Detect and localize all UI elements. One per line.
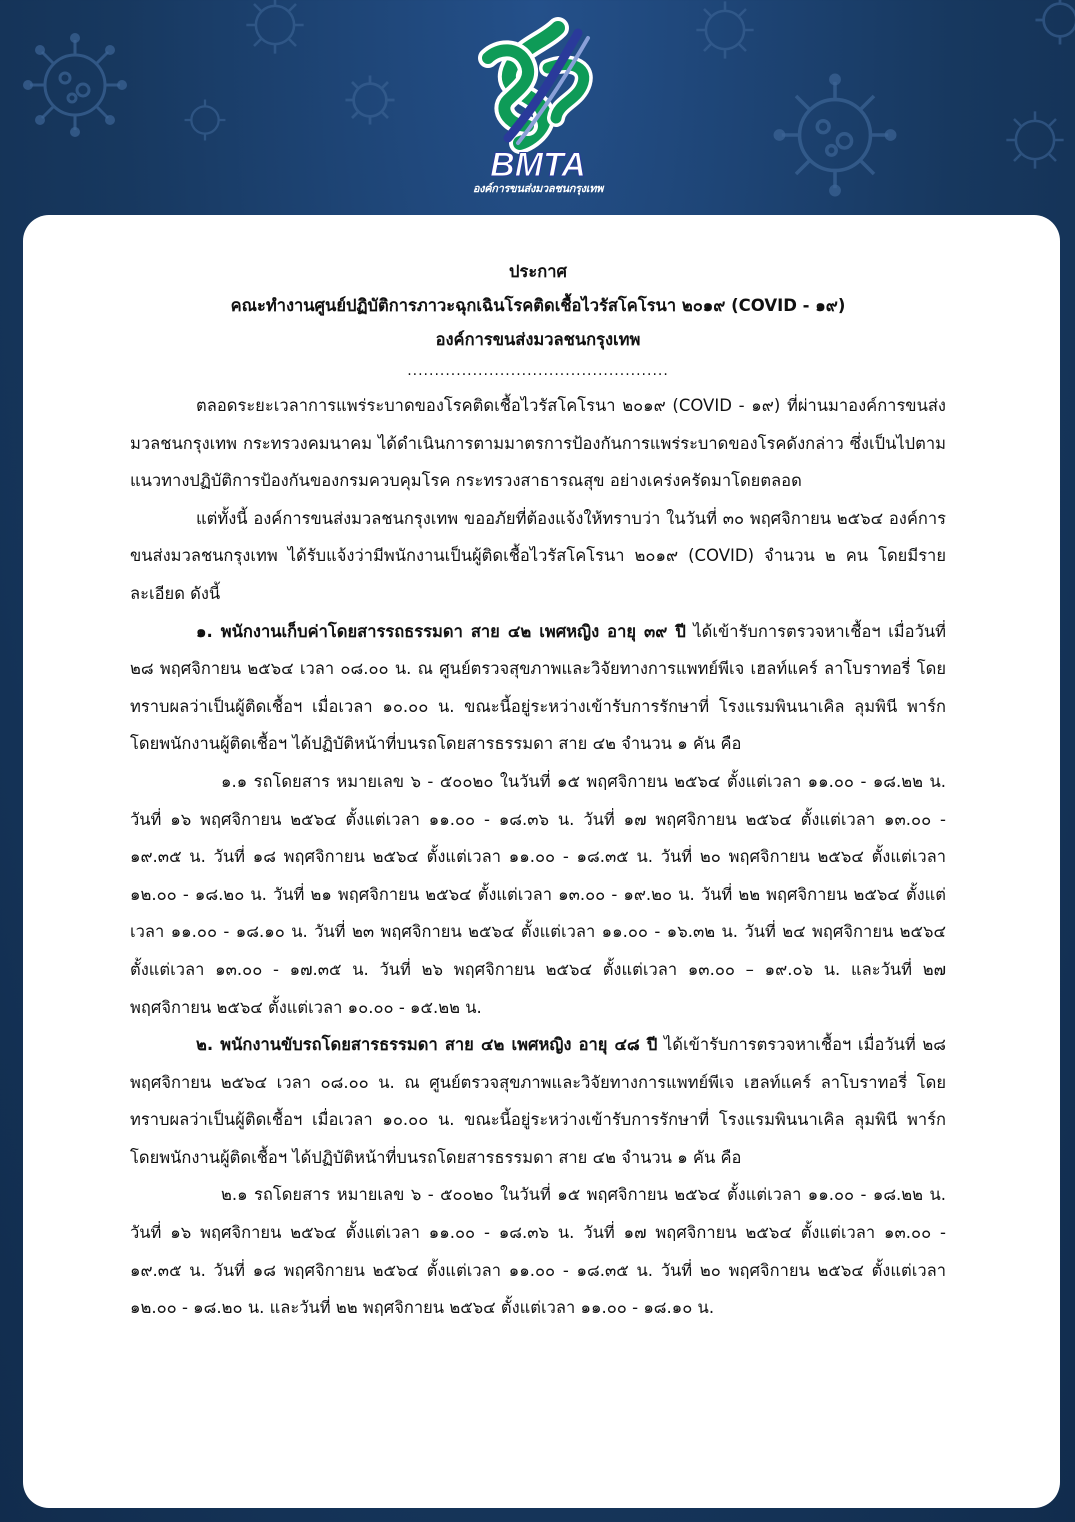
logo-subtitle: องค์การขนส่งมวลชนกรุงเทพ [472,183,604,195]
virus-icon [770,70,900,200]
virus-icon [340,70,400,130]
virus-icon [20,30,130,140]
virus-icon [690,0,760,65]
paragraph-1: ตลอดระยะเวลาการแพร่ระบาดของโรคติดเชื้อไวรัสโคโรนา ๒๐๑๙ (COVID - ๑๙) ที่ผ่านมาองค์การขนส่งมวลชนกรุงเทพ กระทรวงคมนาคม ได้ดำเนินการตามมาตรการป้องกันการแพร่ระบาดของโรคดังกล่าว ซึ่งเป็นไปตามแนวทางปฏิบัติการป้องกันของกรมควบคุมโรค กระทรวงสาธารณสุข อย่างเคร่งครัดมาโดยตลอด [130,396,946,491]
header-banner [0,0,1075,215]
item-1-1: ๑.๑ รถโดยสาร หมายเลข ๖ - ๕๐๐๒๐ ในวันที่ ๑๕ พฤศจิกายน ๒๕๖๔ ตั้งแต่เวลา ๑๑.๐๐ - ๑๘.๒๒ น. วันที่ ๑๖ พฤศจิกายน ๒๕๖๔ ตั้งแต่เวลา ๑๑.๐๐ - ๑๘.๓๖ น. วันที่ ๑๗ พฤศจิกายน ๒๕๖๔ ตั้งแต่เวลา ๑๓.๐๐ - ๑๙.๓๕ น. วันที่ ๑๘ พฤศจิกายน ๒๕๖๔ ตั้งแต่เวลา ๑๑.๐๐ - ๑๘.๓๕ น. วันที่ ๒๐ พฤศจิกายน ๒๕๖๔ ตั้งแต่เวลา ๑๒.๐๐ - ๑๘.๒๐ น. วันที่ ๒๑ พฤศจิกายน ๒๕๖๔ ตั้งแต่เวลา ๑๓.๐๐ - ๑๙.๒๐ น. วันที่ ๒๒ พฤศจิกายน ๒๕๖๔ ตั้งแต่เวลา ๑๑.๐๐ - ๑๘.๑๐ น. วันที่ ๒๓ พฤศจิกายน ๒๕๖๔ ตั้งแต่เวลา ๑๑.๐๐ - ๑๖.๓๒ น. วันที่ ๒๔ พฤศจิกายน ๒๕๖๔ ตั้งแต่เวลา ๑๓.๐๐ - ๑๗.๓๕ น. วันที่ ๒๖ พฤศจิกายน ๒๕๖๔ ตั้งแต่เวลา ๑๓.๐๐ – ๑๙.๐๖ น. และวันที่ ๒๗ พฤศจิกายน ๒๕๖๔ ตั้งแต่เวลา ๑๐.๐๐ - ๑๕.๒๒ น. [130,771,946,1017]
virus-icon [1000,105,1070,175]
doc-subtitle-2: องค์การขนส่งมวลชนกรุงเทพ [435,330,641,349]
item-1 [130,613,946,763]
item-2-1: ๒.๑ รถโดยสาร หมายเลข ๖ - ๕๐๐๒๐ ในวันที่ ๑๕ พฤศจิกายน ๒๕๖๔ ตั้งแต่เวลา ๑๑.๐๐ - ๑๘.๒๒ น. วันที่ ๑๖ พฤศจิกายน ๒๕๖๔ ตั้งแต่เวลา ๑๑.๐๐ - ๑๘.๓๖ น. วันที่ ๑๗ พฤศจิกายน ๒๕๖๔ ตั้งแต่เวลา ๑๓.๐๐ - ๑๙.๓๕ น. วันที่ ๑๘ พฤศจิกายน ๒๕๖๔ ตั้งแต่เวลา ๑๑.๐๐ - ๑๘.๓๕ น. วันที่ ๒๐ พฤศจิกายน ๒๕๖๔ ตั้งแต่เวลา ๑๒.๐๐ - ๑๘.๒๐ น. และวันที่ ๒๒ พฤศจิกายน ๒๕๖๔ ตั้งแต่เวลา ๑๑.๐๐ - ๑๘.๑๐ น. [130,1185,946,1318]
announcement-document [130,255,946,1327]
doc-title: ประกาศ [509,262,567,281]
logo-text: BMTA [490,146,586,184]
item-1-text: ได้เข้ารับการตรวจหาเชื้อฯ เมื่อวันที่ ๒๘ พฤศจิกายน ๒๕๖๔ เวลา ๐๘.๐๐ น. ณ ศูนย์ตรวจสุขภาพและวิจัยทางการแพทย์พีเจ เฮลท์แคร์ ลาโบราทอรี่ โดยทราบผลว่าเป็นผู้ติดเชื้อฯ เมื่อเวลา ๑๐.๐๐ น. ขณะนี้อยู่ระหว่างเข้ารับการรักษาที่ โรงแรมพินนาเคิล ลุมพินี พาร์ก โดยพนักงานผู้ติดเชื้อฯ ได้ปฏิบัติหน้าที่บนรถโดยสารธรรมดา สาย ๔๒ จำนวน ๑ คัน คือ [130,621,946,754]
item-2-text: ได้เข้ารับการตรวจหาเชื้อฯ เมื่อวันที่ ๒๘ พฤศจิกายน ๒๕๖๔ เวลา ๐๘.๐๐ น. ณ ศูนย์ตรวจสุขภาพและวิจัยทางการแพทย์พีเจ เฮลท์แคร์ ลาโบราทอรี่ โดยทราบผลว่าเป็นผู้ติดเชื้อฯ เมื่อเวลา ๑๐.๐๐ น. ขณะนี้อยู่ระหว่างเข้ารับการรักษาที่ โรงแรมพินนาเคิล ลุมพินี พาร์ก โดยพนักงานผู้ติดเชื้อฯ ได้ปฏิบัติหน้าที่บนรถโดยสารธรรมดา สาย ๔๒ จำนวน ๑ คัน คือ [130,1035,947,1167]
virus-icon [1030,0,1075,50]
bmta-logo [448,8,628,208]
item-2 [130,1026,946,1176]
doc-subtitle-1: คณะทำงานศูนย์ปฏิบัติการภาวะฉุกเฉินโรคติดเชื้อไวรัสโคโรนา ๒๐๑๙ (COVID - ๑๙) [230,296,846,315]
virus-icon [240,0,310,60]
virus-icon [180,95,230,145]
announcement-card [23,215,1060,1508]
item-2-heading: ๒. พนักงานขับรถโดยสารธรรมดา สาย ๔๒ เพศหญิง อายุ ๔๘ ปี [196,1035,658,1055]
paragraph-2: แต่ทั้งนี้ องค์การขนส่งมวลชนกรุงเทพ ขออภัยที่ต้องแจ้งให้ทราบว่า ในวันที่ ๓๐ พฤศจิกายน ๒๕๖๔ องค์การขนส่งมวลชนกรุงเทพ ได้รับแจ้งว่ามีพนักงานเป็นผู้ติดเชื้อไวรัสโคโรนา ๒๐๑๙ (COVID) จำนวน ๒ คน โดยมีรายละเอียด ดังนี้ [130,508,946,603]
separator: ................................................ [407,363,669,379]
item-1-heading: ๑. พนักงานเก็บค่าโดยสารรถธรรมดา สาย ๔๒ เพศหญิง อายุ ๓๙ ปี [196,621,686,641]
